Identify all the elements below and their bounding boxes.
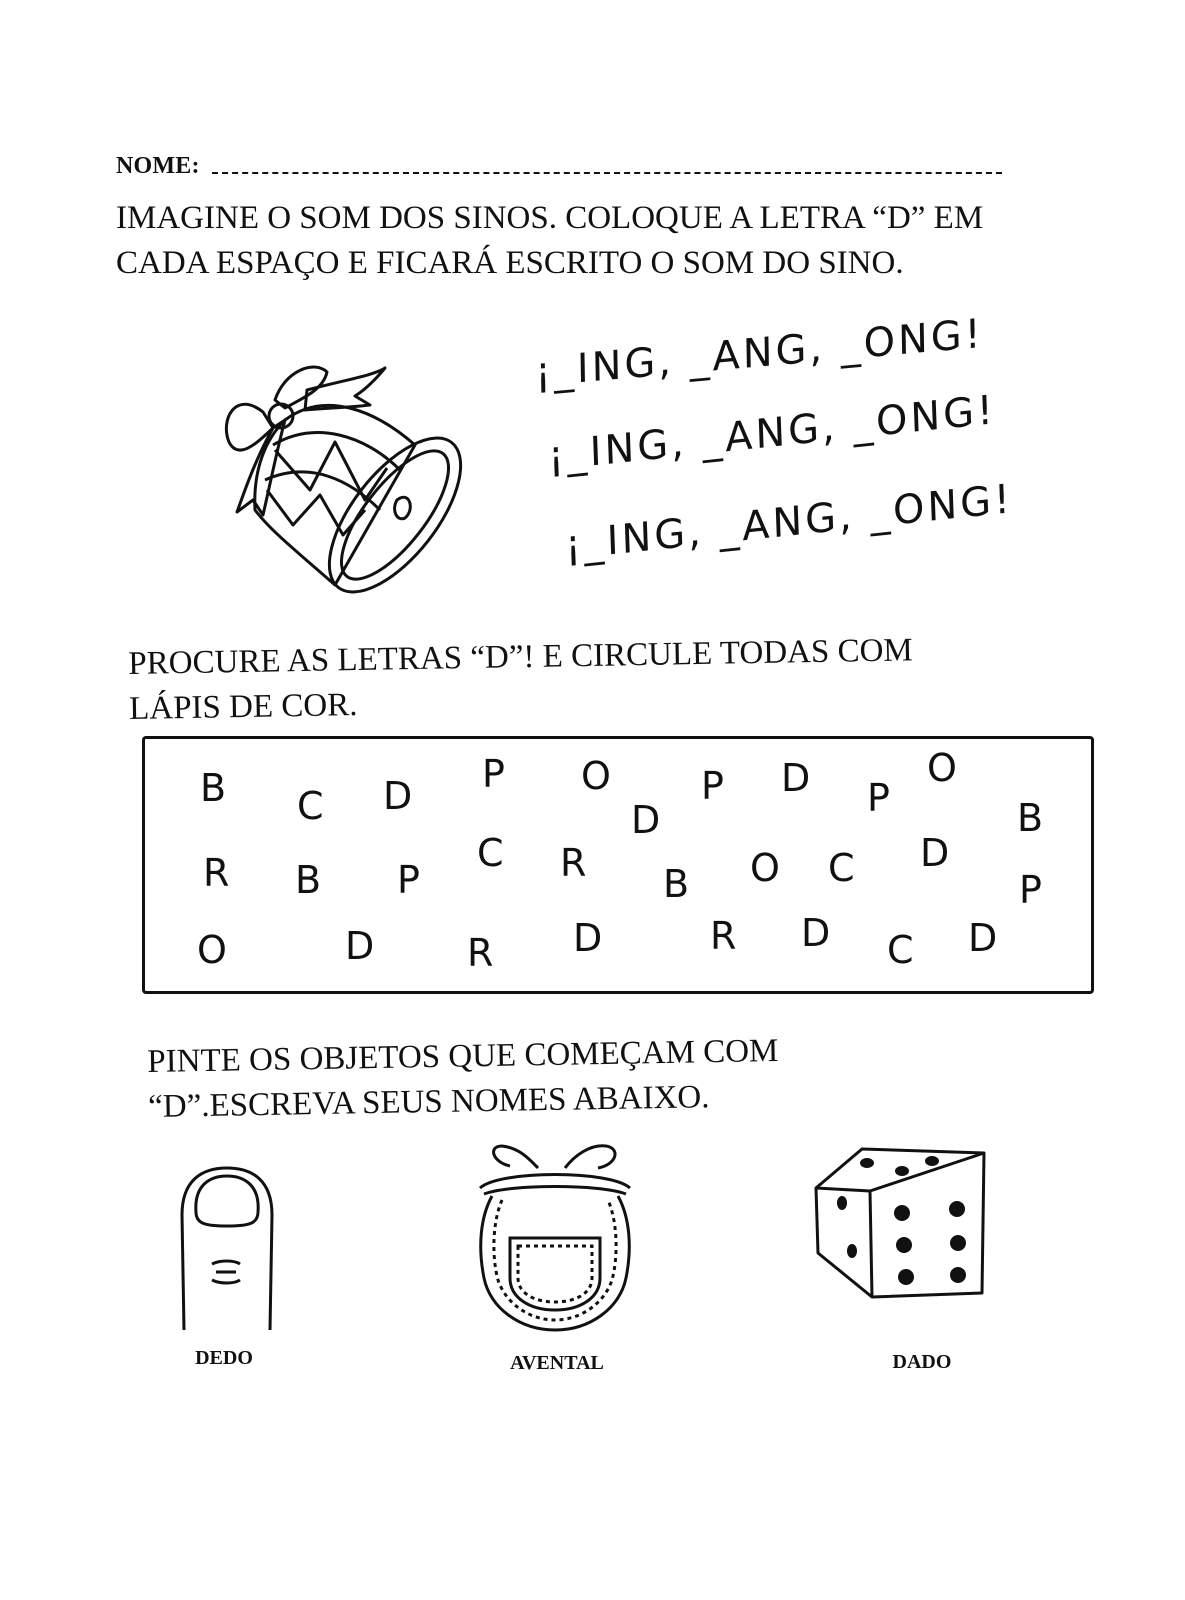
- grid-letter[interactable]: D: [801, 911, 831, 955]
- apron-icon[interactable]: [470, 1138, 640, 1338]
- grid-letter[interactable]: C: [887, 928, 914, 972]
- grid-letter[interactable]: B: [1017, 796, 1044, 840]
- objects-instruction: PINTE OS OBJETOS QUE COMEÇAM COM “D”.ESCREVA SEUS NOMES ABAIXO.: [147, 1032, 779, 1125]
- grid-letter[interactable]: D: [573, 916, 603, 960]
- grid-letter[interactable]: O: [197, 928, 227, 972]
- apron-label: AVENTAL: [510, 1352, 604, 1374]
- grid-letter[interactable]: C: [477, 831, 504, 875]
- letter-grid: [142, 736, 1094, 994]
- grid-letter[interactable]: D: [920, 831, 950, 875]
- grid-letter[interactable]: P: [482, 752, 505, 796]
- name-label: NOME:: [116, 153, 200, 179]
- grid-letter[interactable]: D: [968, 916, 998, 960]
- grid-letter[interactable]: R: [560, 841, 587, 885]
- grid-letter[interactable]: C: [297, 784, 324, 828]
- grid-letter[interactable]: C: [828, 846, 855, 890]
- name-input-line[interactable]: [212, 172, 1002, 174]
- dice-label: DADO: [892, 1351, 952, 1373]
- grid-letter[interactable]: R: [467, 931, 494, 975]
- bell-instruction: IMAGINE O SOM DOS SINOS. COLOQUE A LETRA “D” EM CADA ESPAÇO E FICARÁ ESCRITO O SOM DO SINO.: [116, 200, 984, 281]
- grid-letter[interactable]: P: [397, 858, 420, 902]
- bell-icon: [215, 350, 475, 615]
- grid-letter[interactable]: R: [710, 914, 737, 958]
- bell-chant-line: ¡_ING, _ANG, _ONG!: [564, 475, 1014, 570]
- bell-chant-line: ¡_ING, _ANG, _ONG!: [547, 386, 997, 481]
- grid-letter[interactable]: B: [200, 766, 227, 810]
- finger-icon[interactable]: [172, 1160, 282, 1330]
- finger-label: DEDO: [195, 1347, 253, 1369]
- grid-letter[interactable]: B: [663, 862, 690, 906]
- letter-hunt-instruction: PROCURE AS LETRAS “D”! E CIRCULE TODAS COM LÁPIS DE COR.: [128, 632, 914, 727]
- grid-letter[interactable]: O: [750, 846, 780, 890]
- grid-letter[interactable]: P: [867, 776, 890, 820]
- dice-icon[interactable]: [812, 1143, 990, 1303]
- grid-letter[interactable]: O: [581, 754, 611, 798]
- grid-letter[interactable]: P: [701, 764, 724, 808]
- grid-letter[interactable]: P: [1019, 868, 1042, 912]
- grid-letter[interactable]: R: [203, 851, 230, 895]
- grid-letter[interactable]: D: [345, 924, 375, 968]
- grid-letter[interactable]: B: [295, 858, 322, 902]
- bell-chant-line: ¡_ING, _ANG, _ONG!: [534, 310, 985, 397]
- grid-letter[interactable]: D: [781, 756, 811, 800]
- grid-letter[interactable]: D: [383, 774, 413, 818]
- grid-letter[interactable]: D: [631, 798, 661, 842]
- grid-letter[interactable]: O: [927, 746, 957, 790]
